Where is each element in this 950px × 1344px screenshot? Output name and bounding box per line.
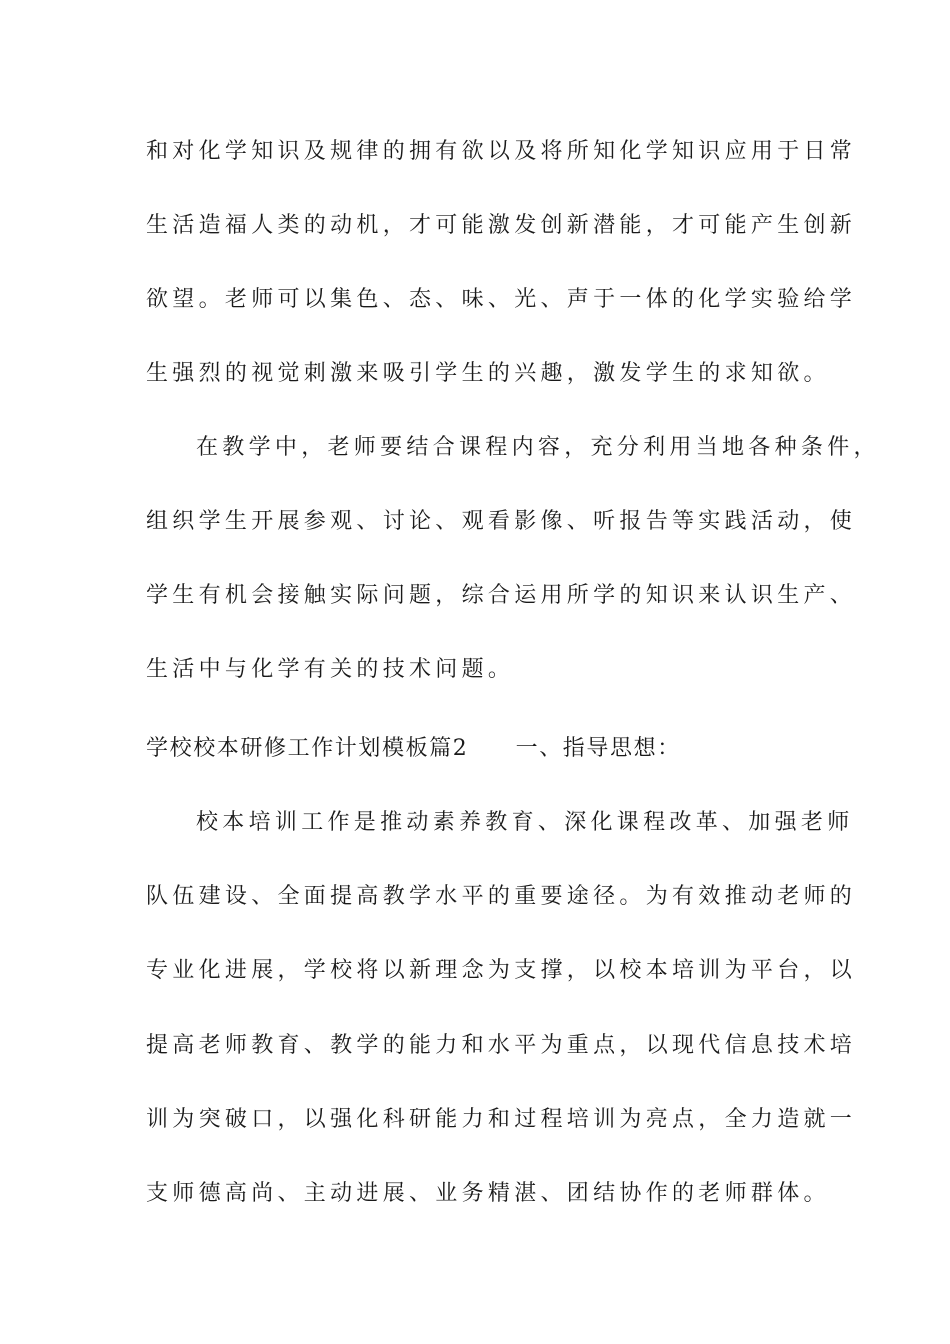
paragraph-line: 生强烈的视觉刺激来吸引学生的兴趣，激发学生的求知欲。 <box>146 361 830 386</box>
paragraph-line: 欲望。老师可以集色、态、味、光、声于一体的化学实验给学 <box>146 287 857 312</box>
paragraph-line: 生活造福人类的动机，才可能激发创新潜能，才可能产生创新 <box>146 213 857 238</box>
paragraph-line: 和对化学知识及规律的拥有欲以及将所知化学知识应用于日常 <box>146 139 857 164</box>
paragraph-line: 训为突破口，以强化科研能力和过程培训为亮点，全力造就一 <box>146 1107 857 1132</box>
paragraph-line: 在教学中，老师要结合课程内容，充分利用当地各种条件， <box>196 435 880 460</box>
paragraph-line: 生活中与化学有关的技术问题。 <box>146 657 515 682</box>
paragraph-line: 学生有机会接触实际问题，综合运用所学的知识来认识生产、 <box>146 583 857 608</box>
section-heading: 学校校本研修工作计划模板篇2 一、指导思想： <box>146 736 681 761</box>
paragraph-line: 队伍建设、全面提高教学水平的重要途径。为有效推动老师的 <box>146 884 857 909</box>
paragraph-line: 专业化进展，学校将以新理念为支撑，以校本培训为平台，以 <box>146 958 857 983</box>
paragraph-line: 校本培训工作是推动素养教育、深化课程改革、加强老师 <box>196 810 854 835</box>
paragraph-line: 提高老师教育、教学的能力和水平为重点，以现代信息技术培 <box>146 1033 857 1058</box>
paragraph-line: 支师德高尚、主动进展、业务精湛、团结协作的老师群体。 <box>146 1181 830 1206</box>
paragraph-line: 组织学生开展参观、讨论、观看影像、听报告等实践活动，使 <box>146 509 857 534</box>
